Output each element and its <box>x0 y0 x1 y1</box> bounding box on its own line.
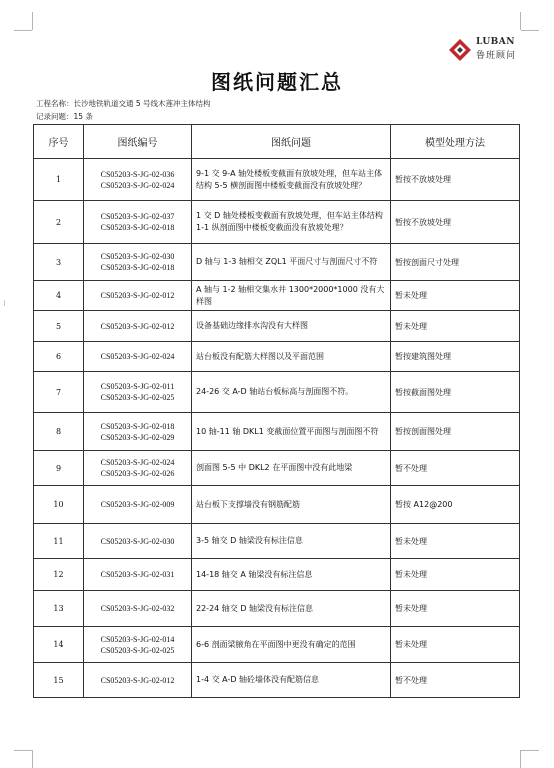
row-seq: 4 <box>34 281 84 311</box>
logo-brand-cn: 鲁班顾问 <box>476 51 517 61</box>
table-row <box>34 372 520 413</box>
drawing-code: CS05203-S-JG-02-024 <box>100 458 175 467</box>
row-method: 暂未处理 <box>391 281 520 311</box>
row-issue: 剖面图 5-5 中 DKL2 在平面图中没有此地梁 <box>192 451 391 486</box>
row-issue: 6-6 剖面梁腋角在平面图中更没有确定的范围 <box>192 627 391 663</box>
table-row <box>34 451 520 486</box>
table-row <box>34 159 520 201</box>
row-method: 暂不处理 <box>391 451 520 486</box>
table-row <box>34 281 520 311</box>
row-seq: 6 <box>34 342 84 372</box>
row-issue: 10 轴-11 轴 DKL1 变截面位置平面图与剖面图不符 <box>192 413 391 451</box>
record-line <box>36 111 93 122</box>
project-line <box>36 98 211 109</box>
row-issue: 3-5 轴交 D 轴梁没有标注信息 <box>192 524 391 559</box>
document-title: 图纸问题汇总 <box>211 70 343 94</box>
row-seq: 8 <box>34 413 84 451</box>
row-method: 暂未处理 <box>391 311 520 342</box>
row-issue: 1-4 交 A-D 轴砼墙体没有配筋信息 <box>192 663 391 698</box>
row-codes <box>84 524 192 559</box>
row-codes <box>84 281 192 311</box>
row-method: 暂未处理 <box>391 524 520 559</box>
table-row <box>34 244 520 281</box>
table-row <box>34 486 520 524</box>
drawing-code: CS05203-S-JG-02-024 <box>100 180 175 190</box>
table-row <box>34 413 520 451</box>
row-seq: 14 <box>34 627 84 663</box>
record-label: 记录问题： <box>36 112 74 121</box>
row-method: 暂未处理 <box>391 559 520 591</box>
drawing-code: CS05203-S-JG-02-018 <box>100 263 175 272</box>
row-method: 暂按不放坡处理 <box>391 159 520 201</box>
row-codes <box>84 591 192 627</box>
row-seq: 15 <box>34 663 84 698</box>
project-label: 工程名称： <box>36 99 74 108</box>
header-code: 图纸编号 <box>84 125 192 159</box>
crop-mark <box>521 750 539 751</box>
header-seq: 序号 <box>34 125 84 159</box>
table-row <box>34 524 520 559</box>
crop-mark <box>32 12 33 30</box>
row-codes <box>84 486 192 524</box>
crop-mark <box>32 750 33 768</box>
row-codes <box>84 559 192 591</box>
drawing-code: CS05203-S-JG-02-026 <box>100 469 175 478</box>
drawing-code: CS05203-S-JG-02-012 <box>100 675 175 685</box>
row-issue: 9-1 交 9-A 轴处楼板变截面有放坡处理，但车站主体结构 5-5 横剖面图中楼板变截面没有放坡处理？ <box>192 159 391 201</box>
row-codes <box>84 244 192 281</box>
row-issue: 22-24 轴交 D 轴梁没有标注信息 <box>192 591 391 627</box>
crop-mark <box>14 750 32 751</box>
row-seq: 13 <box>34 591 84 627</box>
drawing-code: CS05203-S-JG-02-014 <box>100 634 175 644</box>
issues-table <box>33 124 520 698</box>
row-method: 暂未处理 <box>391 591 520 627</box>
row-seq: 11 <box>34 524 84 559</box>
crop-mark <box>520 750 521 768</box>
luban-logo <box>448 36 524 62</box>
row-method: 暂按截面图处理 <box>391 372 520 413</box>
row-method: 暂未处理 <box>391 627 520 663</box>
row-seq: 5 <box>34 311 84 342</box>
row-issue: 站台板没有配筋大样图以及平面范围 <box>192 342 391 372</box>
table-row <box>34 201 520 244</box>
drawing-code: CS05203-S-JG-02-012 <box>100 291 175 300</box>
header-method: 模型处理方法 <box>391 125 520 159</box>
record-count: 15 条 <box>73 112 93 121</box>
table-row <box>34 559 520 591</box>
row-codes <box>84 627 192 663</box>
crop-mark <box>14 30 32 31</box>
row-issue: D 轴与 1-3 轴相交 ZQL1 平面尺寸与剖面尺寸不符 <box>192 244 391 281</box>
table-row <box>34 591 520 627</box>
row-codes <box>84 159 192 201</box>
row-seq: 10 <box>34 486 84 524</box>
drawing-code: CS05203-S-JG-02-011 <box>100 382 175 391</box>
row-issue: 设备基础边缘排水沟没有大样图 <box>192 311 391 342</box>
row-issue: A 轴与 1-2 轴相交集水井 1300*2000*1000 没有大样图 <box>192 281 391 311</box>
row-method: 暂按剖面尺寸处理 <box>391 244 520 281</box>
row-method: 暂按剖面图处理 <box>391 413 520 451</box>
row-seq: 3 <box>34 244 84 281</box>
row-method: 暂按建筑图处理 <box>391 342 520 372</box>
row-issue: 站台板下支撑墙没有钢筋配筋 <box>192 486 391 524</box>
row-method: 暂不处理 <box>391 663 520 698</box>
row-codes <box>84 372 192 413</box>
row-issue: 14-18 轴交 A 轴梁没有标注信息 <box>192 559 391 591</box>
row-seq: 2 <box>34 201 84 244</box>
drawing-code: CS05203-S-JG-02-037 <box>100 212 175 221</box>
drawing-code: CS05203-S-JG-02-025 <box>100 393 175 402</box>
table-row <box>34 663 520 698</box>
drawing-code: CS05203-S-JG-02-030 <box>100 536 175 546</box>
drawing-code: CS05203-S-JG-02-018 <box>100 223 175 232</box>
drawing-code: CS05203-S-JG-02-031 <box>100 570 175 579</box>
project-name: 长沙地铁轨道交通 5 号线木莲冲主体结构 <box>73 99 211 108</box>
row-seq: 7 <box>34 372 84 413</box>
row-seq: 1 <box>34 159 84 201</box>
row-codes <box>84 413 192 451</box>
row-codes <box>84 451 192 486</box>
drawing-code: CS05203-S-JG-02-009 <box>100 500 175 509</box>
row-issue: 24-26 交 A-D 轴站台板标高与剖面图不符。 <box>192 372 391 413</box>
row-method: 暂按不放坡处理 <box>391 201 520 244</box>
table-row <box>34 627 520 663</box>
table-header-row <box>34 125 520 159</box>
row-method: 暂按 A12@200 <box>391 486 520 524</box>
drawing-code: CS05203-S-JG-02-012 <box>100 321 175 331</box>
row-codes <box>84 342 192 372</box>
header-issue: 图纸问题 <box>192 125 391 159</box>
drawing-code: CS05203-S-JG-02-018 <box>100 421 175 431</box>
row-issue: 1 交 D 轴处楼板变截面有放坡处理，但车站主体结构 1-1 纵剖面图中楼板变截面没有放坡处理？ <box>192 201 391 244</box>
drawing-code: CS05203-S-JG-02-024 <box>100 352 175 361</box>
table-row <box>34 311 520 342</box>
table-row <box>34 342 520 372</box>
drawing-code: CS05203-S-JG-02-036 <box>100 169 175 179</box>
drawing-code: CS05203-S-JG-02-030 <box>100 252 175 261</box>
row-seq: 12 <box>34 559 84 591</box>
logo-brand-en: LUBAN <box>476 37 516 47</box>
row-codes <box>84 663 192 698</box>
crop-mark <box>521 30 539 31</box>
drawing-code: CS05203-S-JG-02-032 <box>100 604 175 613</box>
luban-diamond-icon <box>448 38 472 62</box>
drawing-code: CS05203-S-JG-02-025 <box>100 645 175 655</box>
row-seq: 9 <box>34 451 84 486</box>
crop-mark <box>520 12 521 30</box>
margin-mark <box>4 300 5 306</box>
drawing-code: CS05203-S-JG-02-029 <box>100 432 175 442</box>
row-codes <box>84 311 192 342</box>
row-codes <box>84 201 192 244</box>
